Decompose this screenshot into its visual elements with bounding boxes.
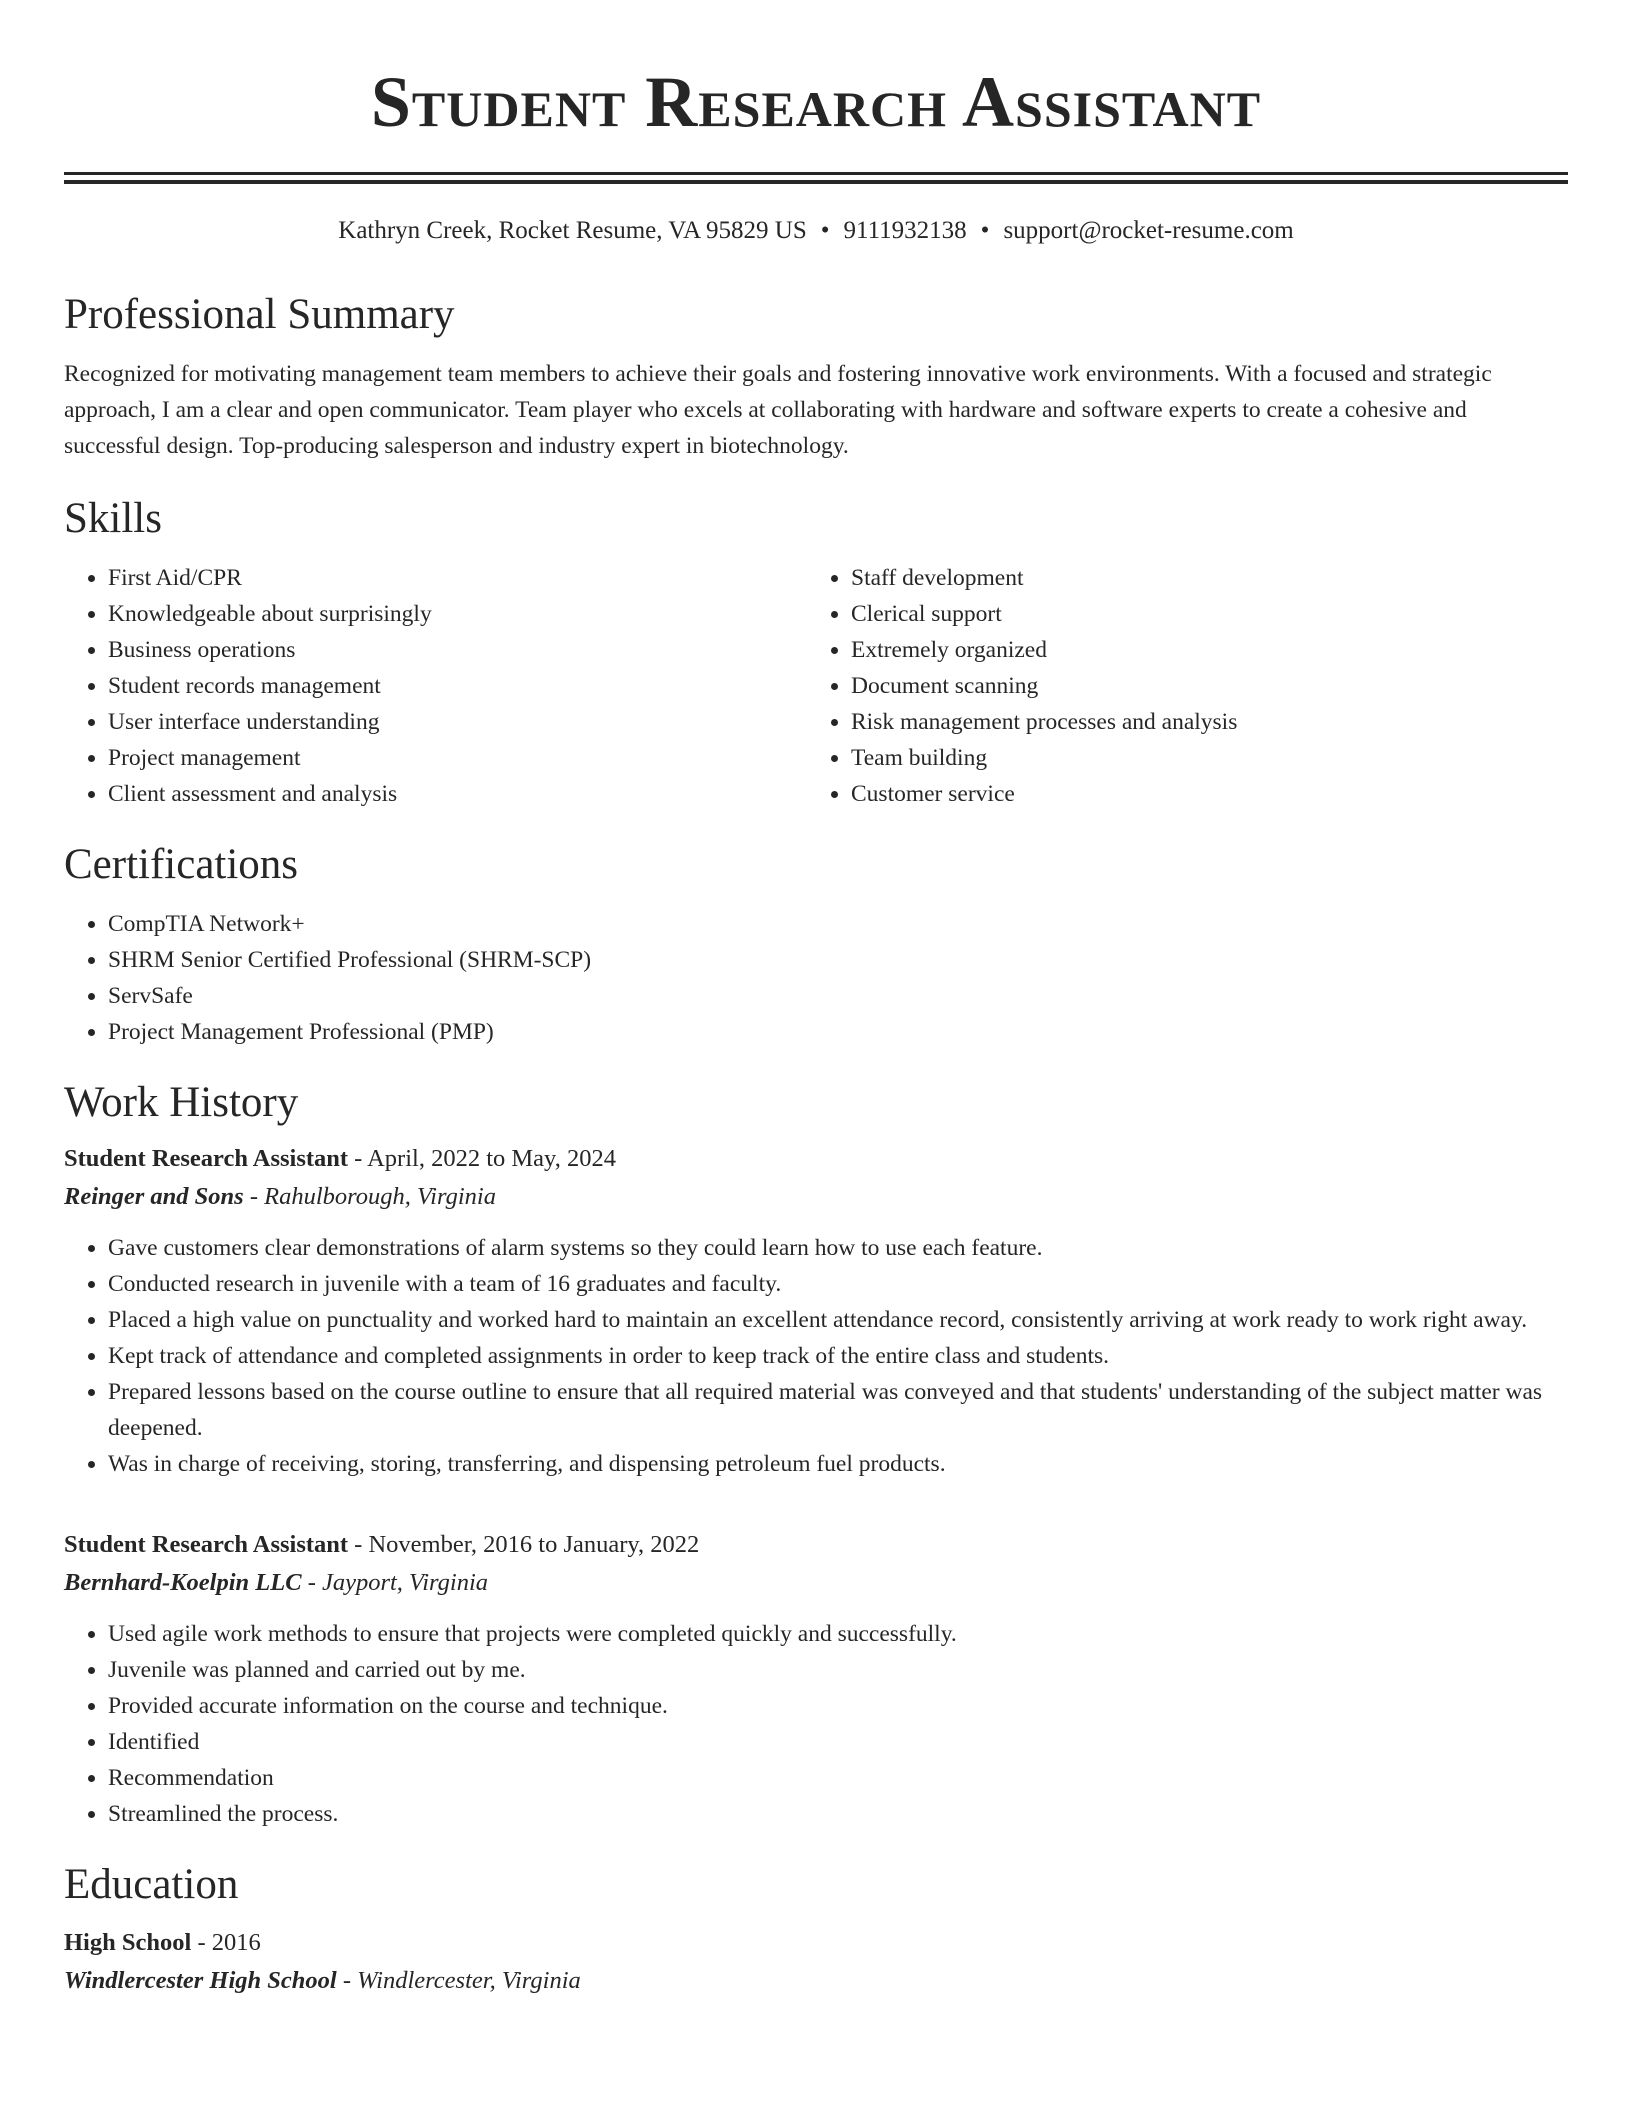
summary-section (64, 290, 1568, 464)
job-duty: • Placed a high value on punctuality and worked hard to maintain an excellent attendance record, consistently arriving at work ready to work right away. (108, 1302, 1568, 1338)
education-school-line (64, 1962, 1568, 2000)
contact-line (64, 214, 1568, 248)
skill-item: • Knowledgeable about surprisingly (108, 596, 807, 632)
education-heading: Education (64, 1861, 239, 1908)
job-header (64, 1526, 1568, 1564)
work-history-section (64, 1078, 1568, 1832)
skills-section (64, 494, 1568, 812)
job-duty: • Gave customers clear demonstrations of alarm systems so they could learn how to use each feature. (108, 1230, 1568, 1266)
skill-item: • Project management (108, 740, 807, 776)
skill-item: • Team building (851, 740, 1550, 776)
resume-title: Student Research Assistant (370, 62, 1262, 142)
education-school: Windlercester High School (64, 1967, 337, 1994)
job-duties-list (64, 1230, 1568, 1482)
job-entry (64, 1526, 1568, 1832)
job-company: Bernhard-Koelpin LLC (64, 1569, 302, 1596)
skills-column-right (807, 560, 1550, 812)
job-employer-line (64, 1178, 1568, 1216)
job-company: Reinger and Sons (64, 1183, 244, 1210)
certification-item: • CompTIA Network+ (108, 906, 1568, 942)
certification-item: • Project Management Professional (PMP) (108, 1014, 1568, 1050)
job-duty: • Juvenile was planned and carried out by me. (108, 1652, 1568, 1688)
certifications-heading: Certifications (64, 841, 299, 888)
education-year: - 2016 (191, 1929, 261, 1956)
contact-address: Kathryn Creek, Rocket Resume, VA 95829 US (338, 217, 807, 244)
certifications-list (64, 906, 1568, 1050)
skill-item: • Extremely organized (851, 632, 1550, 668)
skills-columns (64, 560, 1568, 812)
job-dates: - November, 2016 to January, 2022 (348, 1531, 700, 1558)
certifications-section (64, 840, 1568, 1050)
skills-column-left (64, 560, 807, 812)
title-divider-bottom (64, 180, 1568, 184)
job-duty: • Prepared lessons based on the course outline to ensure that all required material was conveyed and that students' understanding of the subject matter was deepened. (108, 1374, 1568, 1446)
job-duty: • Provided accurate information on the course and technique. (108, 1688, 1568, 1724)
job-duty: • Conducted research in juvenile with a team of 16 graduates and faculty. (108, 1266, 1568, 1302)
education-header (64, 1924, 1568, 1962)
job-duty: • Recommendation (108, 1760, 1568, 1796)
skill-item: • Customer service (851, 776, 1550, 812)
job-header (64, 1140, 1568, 1178)
job-entry (64, 1140, 1568, 1482)
skill-item: • First Aid/CPR (108, 560, 807, 596)
job-duties-list (64, 1616, 1568, 1832)
certification-item: • ServSafe (108, 978, 1568, 1014)
skill-item: • Client assessment and analysis (108, 776, 807, 812)
contact-email: support@rocket-resume.com (1003, 217, 1294, 244)
summary-heading: Professional Summary (64, 291, 455, 338)
job-dates: - April, 2022 to May, 2024 (348, 1145, 616, 1172)
job-title: Student Research Assistant (64, 1531, 349, 1558)
job-duty: • Was in charge of receiving, storing, transferring, and dispensing petroleum fuel products. (108, 1446, 1568, 1482)
job-duty: • Streamlined the process. (108, 1796, 1568, 1832)
skill-item: • Risk management processes and analysis (851, 704, 1550, 740)
skills-heading: Skills (64, 495, 162, 542)
skills-list-right (807, 560, 1550, 812)
summary-text: Recognized for motivating management team members to achieve their goals and fostering innovative work environments. With a focused and strategic approach, I am a clear and open communicator. Team player who excels at collaborating with hardware and software experts to create a cohesive and successful design. Top-producing salesperson and industry expert in biotechnology. (64, 361, 1492, 459)
job-title: Student Research Assistant (64, 1145, 349, 1172)
skill-item: • Clerical support (851, 596, 1550, 632)
job-location: - Rahulborough, Virginia (243, 1183, 496, 1210)
work-history-heading: Work History (64, 1079, 299, 1126)
job-duty: • Identified (108, 1724, 1568, 1760)
education-location: - Windlercester, Virginia (336, 1967, 581, 1994)
contact-separator: • (980, 217, 990, 244)
job-location: - Jayport, Virginia (301, 1569, 489, 1596)
title-divider-top (64, 172, 1568, 175)
skill-item: • Student records management (108, 668, 807, 704)
certification-item: • SHRM Senior Certified Professional (SHRM-SCP) (108, 942, 1568, 978)
contact-phone: 9111932138 (843, 217, 967, 244)
education-section (64, 1860, 1568, 2000)
education-entry (64, 1924, 1568, 2000)
skill-item: • User interface understanding (108, 704, 807, 740)
skills-list-left (64, 560, 807, 812)
skill-item: • Business operations (108, 632, 807, 668)
job-employer-line (64, 1564, 1568, 1602)
job-duty: • Used agile work methods to ensure that projects were completed quickly and successfully. (108, 1616, 1568, 1652)
education-degree: High School (64, 1929, 192, 1956)
job-duty: • Kept track of attendance and completed assignments in order to keep track of the entire class and students. (108, 1338, 1568, 1374)
skill-item: • Document scanning (851, 668, 1550, 704)
skill-item: • Staff development (851, 560, 1550, 596)
contact-separator: • (820, 217, 830, 244)
